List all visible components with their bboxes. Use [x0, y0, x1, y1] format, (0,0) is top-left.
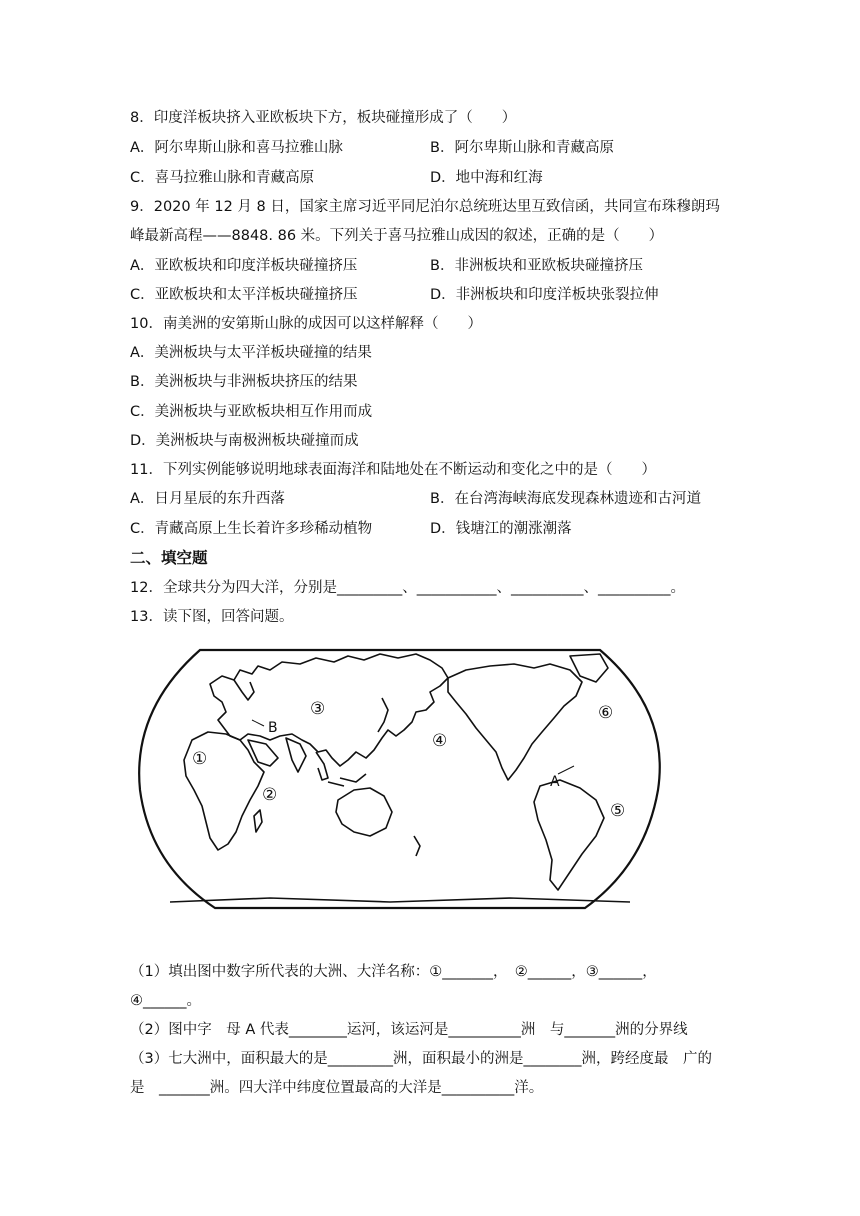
world-map [130, 640, 670, 912]
australia-outline [336, 788, 392, 836]
india-outline [286, 738, 306, 772]
q9-stem-line2: 峰最新高程——8848. 86 米。下列关于喜马拉雅山成因的叙述，正确的是（ ） [130, 228, 664, 244]
q10-stem: 10．南美洲的安第斯山脉的成因可以这样解释（ ） [130, 316, 482, 332]
eurasia-outline [210, 654, 448, 766]
japan-outline [378, 698, 388, 732]
map-label-5: ⑤ [610, 801, 626, 821]
map-frame [139, 650, 660, 908]
south-america-outline [534, 780, 604, 890]
map-label-3: ③ [310, 699, 326, 719]
antarctica-outline [170, 898, 630, 902]
map-label-1: ① [192, 749, 208, 769]
map-pointer-a [558, 766, 574, 774]
greenland-outline [570, 654, 608, 682]
map-label-b: B [268, 720, 278, 736]
q10-option-b: B．美洲板块与非洲板块挤压的结果 [130, 374, 358, 390]
scandinavia-outline [234, 680, 254, 700]
q11-option-b: B．在台湾海峡海底发现森林遗迹和古河道 [430, 491, 701, 507]
q11-option-a: A．日月星辰的东升西落 [130, 491, 285, 507]
q8-option-b: B．阿尔卑斯山脉和青藏高原 [430, 140, 614, 156]
map-label-2: ② [262, 785, 278, 805]
q9-stem-line1: 9．2020 年 12 月 8 日，国家主席习近平同尼泊尔总统班达里互致信函，共同宣布珠穆朗玛 [130, 199, 720, 215]
q10-option-c: C．美洲板块与亚欧板块相互作用而成 [130, 404, 373, 420]
q13-part1-line1: （1）填出图中数字所代表的大洲、大洋名称：①_______， ②______，③______， [130, 964, 657, 980]
q12-stem: 12．全球共分为四大洋，分别是_________、___________、__________、__________。 [130, 580, 685, 596]
q13-stem: 13．读下图，回答问题。 [130, 609, 294, 625]
map-label-6: ⑥ [598, 703, 614, 723]
map-label-a: A [550, 774, 560, 790]
q13-part3-line1: （3）七大洲中，面积最大的是_________洲，面积最小的洲是________洲，跨经度最 广的 [130, 1051, 712, 1067]
q9-option-b: B．非洲板块和亚欧板块碰撞挤压 [430, 258, 643, 274]
q13-part3-line2: 是 _______洲。四大洋中纬度位置最高的大洋是__________洋。 [130, 1080, 544, 1096]
southeast-asia-outline [316, 752, 366, 786]
map-pointer-b [252, 720, 264, 726]
north-america-outline [448, 664, 582, 780]
q11-option-c: C．青藏高原上生长着许多珍稀动植物 [130, 521, 373, 537]
q8-option-c: C．喜马拉雅山脉和青藏高原 [130, 170, 315, 186]
section-heading: 二、填空题 [130, 549, 208, 567]
madagascar-outline [254, 810, 262, 832]
q11-stem: 11．下列实例能够说明地球表面海洋和陆地处在不断运动和变化之中的是（ ） [130, 462, 656, 478]
q9-option-d: D．非洲板块和印度洋板块张裂拉伸 [430, 287, 659, 303]
arabia-outline [248, 740, 278, 766]
q8-option-a: A．阿尔卑斯山脉和喜马拉雅山脉 [130, 140, 343, 156]
q8-option-d: D．地中海和红海 [430, 170, 543, 186]
map-label-4: ④ [432, 731, 448, 751]
q10-option-a: A．美洲板块与太平洋板块碰撞的结果 [130, 345, 372, 361]
q13-part1-line2: ④______。 [130, 993, 201, 1009]
q10-option-d: D．美洲板块与南极洲板块碰撞而成 [130, 433, 359, 449]
q11-option-d: D．钱塘江的潮涨潮落 [430, 521, 572, 537]
q8-stem: 8．印度洋板块挤入亚欧板块下方，板块碰撞形成了（ ） [130, 110, 517, 126]
q13-part2: （2）图中字 母 A 代表________运河，该运河是__________洲 与_______洲的分界线 [130, 1022, 688, 1038]
new-zealand-outline [414, 836, 420, 856]
q9-option-a: A．亚欧板块和印度洋板块碰撞挤压 [130, 258, 358, 274]
q9-option-c: C．亚欧板块和太平洋板块碰撞挤压 [130, 287, 358, 303]
